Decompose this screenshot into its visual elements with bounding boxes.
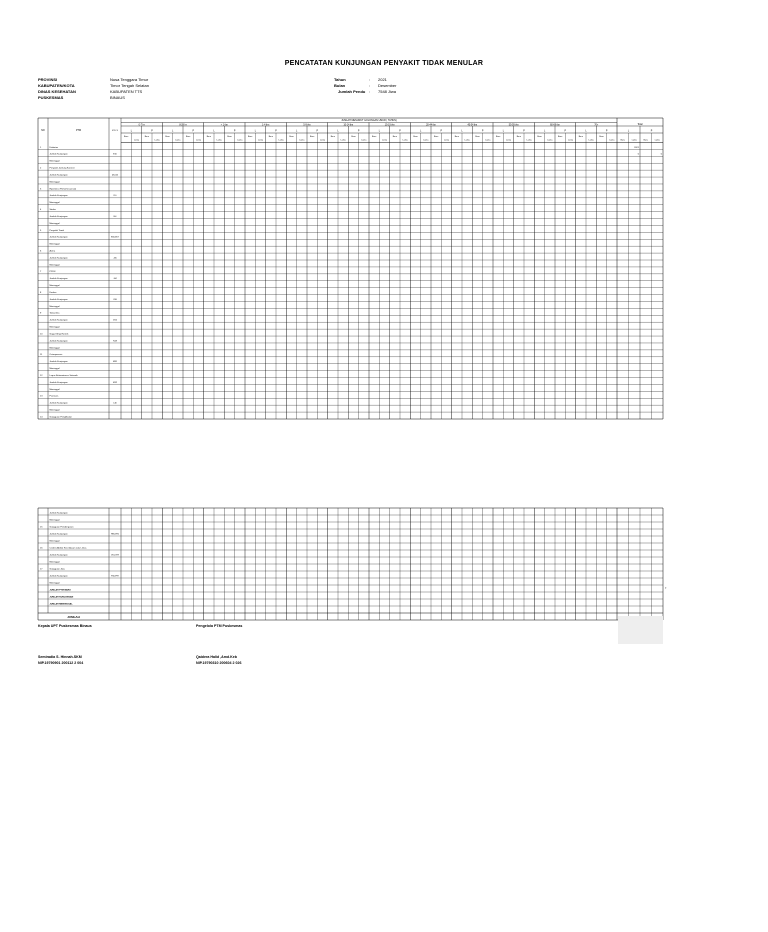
sex-label: L [254,130,256,133]
row-icd: I64 [113,215,117,218]
row-ptm-label: JUMLAH PTM BARU [49,589,71,592]
row-ptm-label: Meninggal [49,388,60,391]
row-number: 6 [40,250,42,253]
sex-label: P [605,130,608,133]
sub-label: Lama [464,139,470,142]
row-icd: N18 [113,340,117,343]
sub-label: Baru [434,136,439,138]
row-icd: E00-E07 [111,236,119,239]
row-ptm-label: Meninggal [49,264,60,267]
total-value: 0 [665,587,667,590]
meta-label: KABUPATEN/KOTA [38,83,75,88]
sub-label: Baru [351,136,356,138]
age-group-label: 15-19 thn [384,124,395,127]
sub-label: Baru [330,136,335,138]
row-ptm-label: Diabetes [49,146,59,149]
row-ptm-label: PPOK [49,271,56,274]
row-ptm-label: Jumlah Kunjungan [49,215,68,218]
row-icd: M81 [113,361,117,364]
row-ptm-label: Meninggal [49,160,60,163]
sub-label: Baru [227,136,232,138]
sub-label: Baru [165,136,170,138]
jumlah-label: JUMLAH [67,615,80,619]
sex-label: L [502,130,504,133]
sub-label: Lama [505,139,512,142]
sub-label: Baru [537,136,542,138]
sub-label: Lama [631,139,637,142]
sub-label: Lama [567,139,574,142]
row-number: 5 [40,229,42,232]
sub-label: Lama [154,139,160,142]
sex-label: P [233,130,236,133]
sub-label: Lama [361,139,367,142]
row-ptm-label: Jumlah Kunjungan [49,402,68,405]
row-number: 11 [40,354,43,357]
signature-left-nip: NIP.19790901 200112 2 004 [38,661,84,665]
sub-label: Baru [599,136,604,138]
sex-label: P [192,130,195,133]
row-ptm-label: Psoriasis [49,395,59,398]
row-ptm-label: Penyakit Tiroid [49,229,64,232]
signature-right-nip: NIP.19790310 200604 2 026 [196,661,242,665]
sub-label: Lama [485,139,491,142]
sub-label: Lama [423,139,429,142]
meta-value: Timor Tengah Selatan [110,83,149,88]
sub-label: Lama [654,139,660,142]
age-group-label: 70+ [594,124,599,127]
sub-label: Baru [392,136,397,138]
row-ptm-label: Jumlah Kunjungan [49,512,68,515]
sub-label: Baru [206,136,211,138]
row-ptm-label: Meninggal [49,222,60,225]
sex-label: L [461,130,463,133]
header-age-group: JUMLAH MENURUT GOLONGAN UMUR ( TAHUN) [341,119,397,122]
sub-label: Lama [340,139,346,142]
meta-separator: : [369,83,371,88]
row-icd: E10 [113,153,117,156]
age-group-label: 10-14 thn [343,124,354,127]
sex-label: P [399,130,401,133]
row-icd: I20-I25 [111,174,119,177]
row-icd: D56 [113,319,117,322]
row-ptm-label: Meninggal [49,285,60,288]
row-icd: I10 [113,195,117,198]
age-group-label: < 1 thn [220,124,228,127]
row-icd: C80 [113,298,117,301]
age-group-label: 20-44 thn [426,124,436,127]
sub-label: Baru [475,136,480,138]
row-ptm-label: Meninggal [49,181,60,184]
sub-label: Baru [516,136,521,138]
row-icd: M32 [113,381,117,384]
row-ptm-label: Lupus Eritematosus Sistemik [49,374,78,377]
row-number: 4 [40,209,42,212]
row-ptm-label: Osteoporosis [49,354,63,357]
row-number: 9 [40,312,42,315]
sex-label: P [275,130,277,133]
sub-label: Baru [454,136,459,138]
signature-right-title: Pengelola PTM Puskesmas [196,624,243,628]
sex-label: P [523,130,525,133]
sub-label: Baru [413,136,418,138]
row-ptm-label: Meninggal [49,368,60,371]
sex-label: L [420,130,422,133]
row-ptm-label: Meninggal [49,305,60,308]
sex-label: P [564,130,567,133]
row-ptm-label: Jumlah Kunjungan [49,278,68,281]
sub-label: Baru [289,136,294,138]
row-number: 10 [40,333,43,336]
row-ptm-label: Meninggal [49,540,60,543]
sub-label: Lama [381,139,388,142]
row-ptm-label: Jumlah Kunjungan [49,340,68,343]
row-ptm-label: Meninggal [49,582,60,585]
meta-value: 2021 [378,77,387,82]
row-ptm-label: Jumlah Kunjungan [49,381,68,384]
sub-label: Lama [609,139,615,142]
sub-label: Baru [310,136,315,138]
row-number: 8 [40,291,42,294]
age-group-label: 0-7 hr [138,124,145,127]
meta-separator: : [369,77,371,82]
row-ptm-label: Jumlah Kunjungan [49,361,68,364]
sex-label: L [544,130,546,133]
row-ptm-label: Jumlah Kunjungan [49,174,68,177]
row-ptm-label: Jumlah Kunjungan [49,533,68,536]
row-icd: H90-H91 [110,533,120,536]
meta-label: Tahun [334,77,346,82]
sex-label: P [481,130,484,133]
sub-label: Lama [278,139,284,142]
sex-label: L [585,130,587,133]
meta-label: DINAS KESEHATAN [38,89,76,94]
sub-label: Baru [496,136,501,138]
sub-label: Baru [124,136,129,138]
age-group-label: 5-9 thn [303,124,311,127]
meta-label: Bulan [334,83,346,88]
row-ptm-label: Stroke [49,209,56,212]
age-group-label: 8-28 hr [179,124,187,127]
total-value: 2021 [634,146,639,149]
sub-label: Baru [186,136,191,138]
header-total: Total [637,123,643,126]
row-ptm-label: JUMLAH KUNJUNGAN [49,596,74,599]
row-number: 2 [40,167,42,170]
sub-label: Lama [195,139,202,142]
sub-label: Lama [299,139,305,142]
row-ptm-label: Jumlah Kunjungan [49,195,68,198]
age-group-label: 1-4 thn [262,124,270,127]
sub-label: Baru [578,136,583,138]
sex-label: P [650,130,653,133]
row-number: 16 [40,547,43,550]
sub-label: Lama [588,139,594,142]
row-ptm-label: Jumlah Kunjungan [49,153,68,156]
header-ptm: PTM [75,129,82,132]
row-ptm-label: Meninggal [49,561,60,564]
sex-label: L [130,130,132,133]
meta-separator: : [369,89,371,94]
row-ptm-label: Gangguan Jiwa [49,568,65,571]
row-ptm-label: Meninggal [49,409,60,412]
row-ptm-label: Jumlah Kunjungan [49,257,68,260]
sub-label: Lama [216,139,222,142]
header-no: NO [41,129,45,132]
signature-left-title: Kepala UPT Puskesmas Binaus [38,624,92,628]
sub-label: Lama [319,139,326,142]
row-number: 7 [40,271,42,274]
meta-value: Nusa Tenggara Timur [110,77,149,82]
row-ptm-label: Jumlah Kunjungan [49,554,68,557]
signature-right-name: Qaidera Halid ,Amd.Keb [196,655,237,659]
row-icd: V01-V99 [111,554,119,557]
row-icd: F00-F99 [111,575,119,578]
row-icd: J44 [113,278,117,281]
row-ptm-label: Kanker [49,291,57,294]
sub-label: Lama [526,139,532,142]
row-number: 12 [40,374,43,377]
sub-label: Lama [443,139,450,142]
row-number: 17 [40,568,43,571]
total-value: 0 [660,153,662,156]
sub-label: Baru [558,136,563,138]
row-ptm-label: Meninggal [49,326,60,329]
header-icd: ICD X [112,130,118,132]
sex-label: P [316,130,319,133]
gray-block [618,616,663,644]
sex-label: P [440,130,443,133]
row-number: 13 [40,395,43,398]
sub-label: Lama [237,139,243,142]
page-title: PENCATATAN KUNJUNGAN PENYAKIT TIDAK MENULAR [284,60,484,67]
row-ptm-label: Gagal Ginjal Kronik [49,333,69,336]
sex-label: L [378,130,380,133]
sub-label: Baru [620,139,625,142]
age-group-label: 55-59 thn [508,124,519,127]
row-ptm-label: Gangguan Pendengaran [49,526,74,529]
row-ptm-label: Meninggal [49,519,60,522]
sex-label: P [151,130,153,133]
row-ptm-label: Jumlah Kunjungan [49,298,68,301]
sub-label: Lama [547,139,553,142]
row-ptm-label: Asma [49,250,56,253]
row-ptm-label: Penyakit Jantung Koroner [49,167,75,170]
row-ptm-label: Jumlah Kunjungan [49,575,68,578]
signature-left-name: Semiradia S. Hinnah.SKM [38,655,82,659]
row-number: 1 [40,146,42,149]
sex-label: L [337,130,339,133]
row-ptm-label: Meninggal [49,243,60,246]
sex-label: L [296,130,298,133]
row-ptm-label: Meninggal [49,202,60,205]
sex-label: L [627,130,630,133]
meta-value: Desember [378,83,397,88]
row-ptm-label: JUMLAH MENINGGAL [49,603,73,606]
sub-label: Baru [372,136,377,138]
row-ptm-label: Jumlah Kunjungan [49,236,68,239]
meta-value: 7548 Jiwa [378,89,397,94]
meta-value: KABUPATEN TTS [110,89,143,94]
sub-label: Baru [248,136,253,138]
age-group-label: 45-54 thn [467,124,478,127]
sex-label: L [213,130,215,133]
meta-value: BINAUS [110,95,125,100]
sub-label: Lama [133,139,140,142]
meta-label: PUSKESMAS [38,95,64,100]
row-ptm-label: Jumlah Kunjungan [49,319,68,322]
row-ptm-label: Talasemia [49,312,60,315]
row-number: 3 [40,188,42,191]
row-icd: J45 [113,257,117,260]
sub-label: Baru [268,136,273,138]
row-number: 14 [40,416,43,419]
age-group-label: 60-69 thn [550,124,560,127]
sub-label: Lama [402,139,408,142]
row-ptm-label: Hipertensi Primer/essensial [49,188,77,191]
total-value: 0 [637,153,639,156]
sex-label: P [357,130,360,133]
sub-label: Baru [643,139,648,142]
sub-label: Baru [144,136,149,138]
row-ptm-label: Gangguan Penglihatan [49,416,72,419]
sub-label: Lama [257,139,264,142]
row-icd: L40 [113,402,117,405]
sex-label: L [172,130,174,133]
row-ptm-label: Meninggal [49,347,60,350]
sub-label: Lama [175,139,181,142]
row-ptm-label: Cedera Akibat Kecelakaan Lalu Lintas [49,547,87,550]
row-number: 15 [40,526,43,529]
meta-label: Jumlah Pendu [338,89,366,94]
meta-label: PROVINSI [38,77,58,82]
